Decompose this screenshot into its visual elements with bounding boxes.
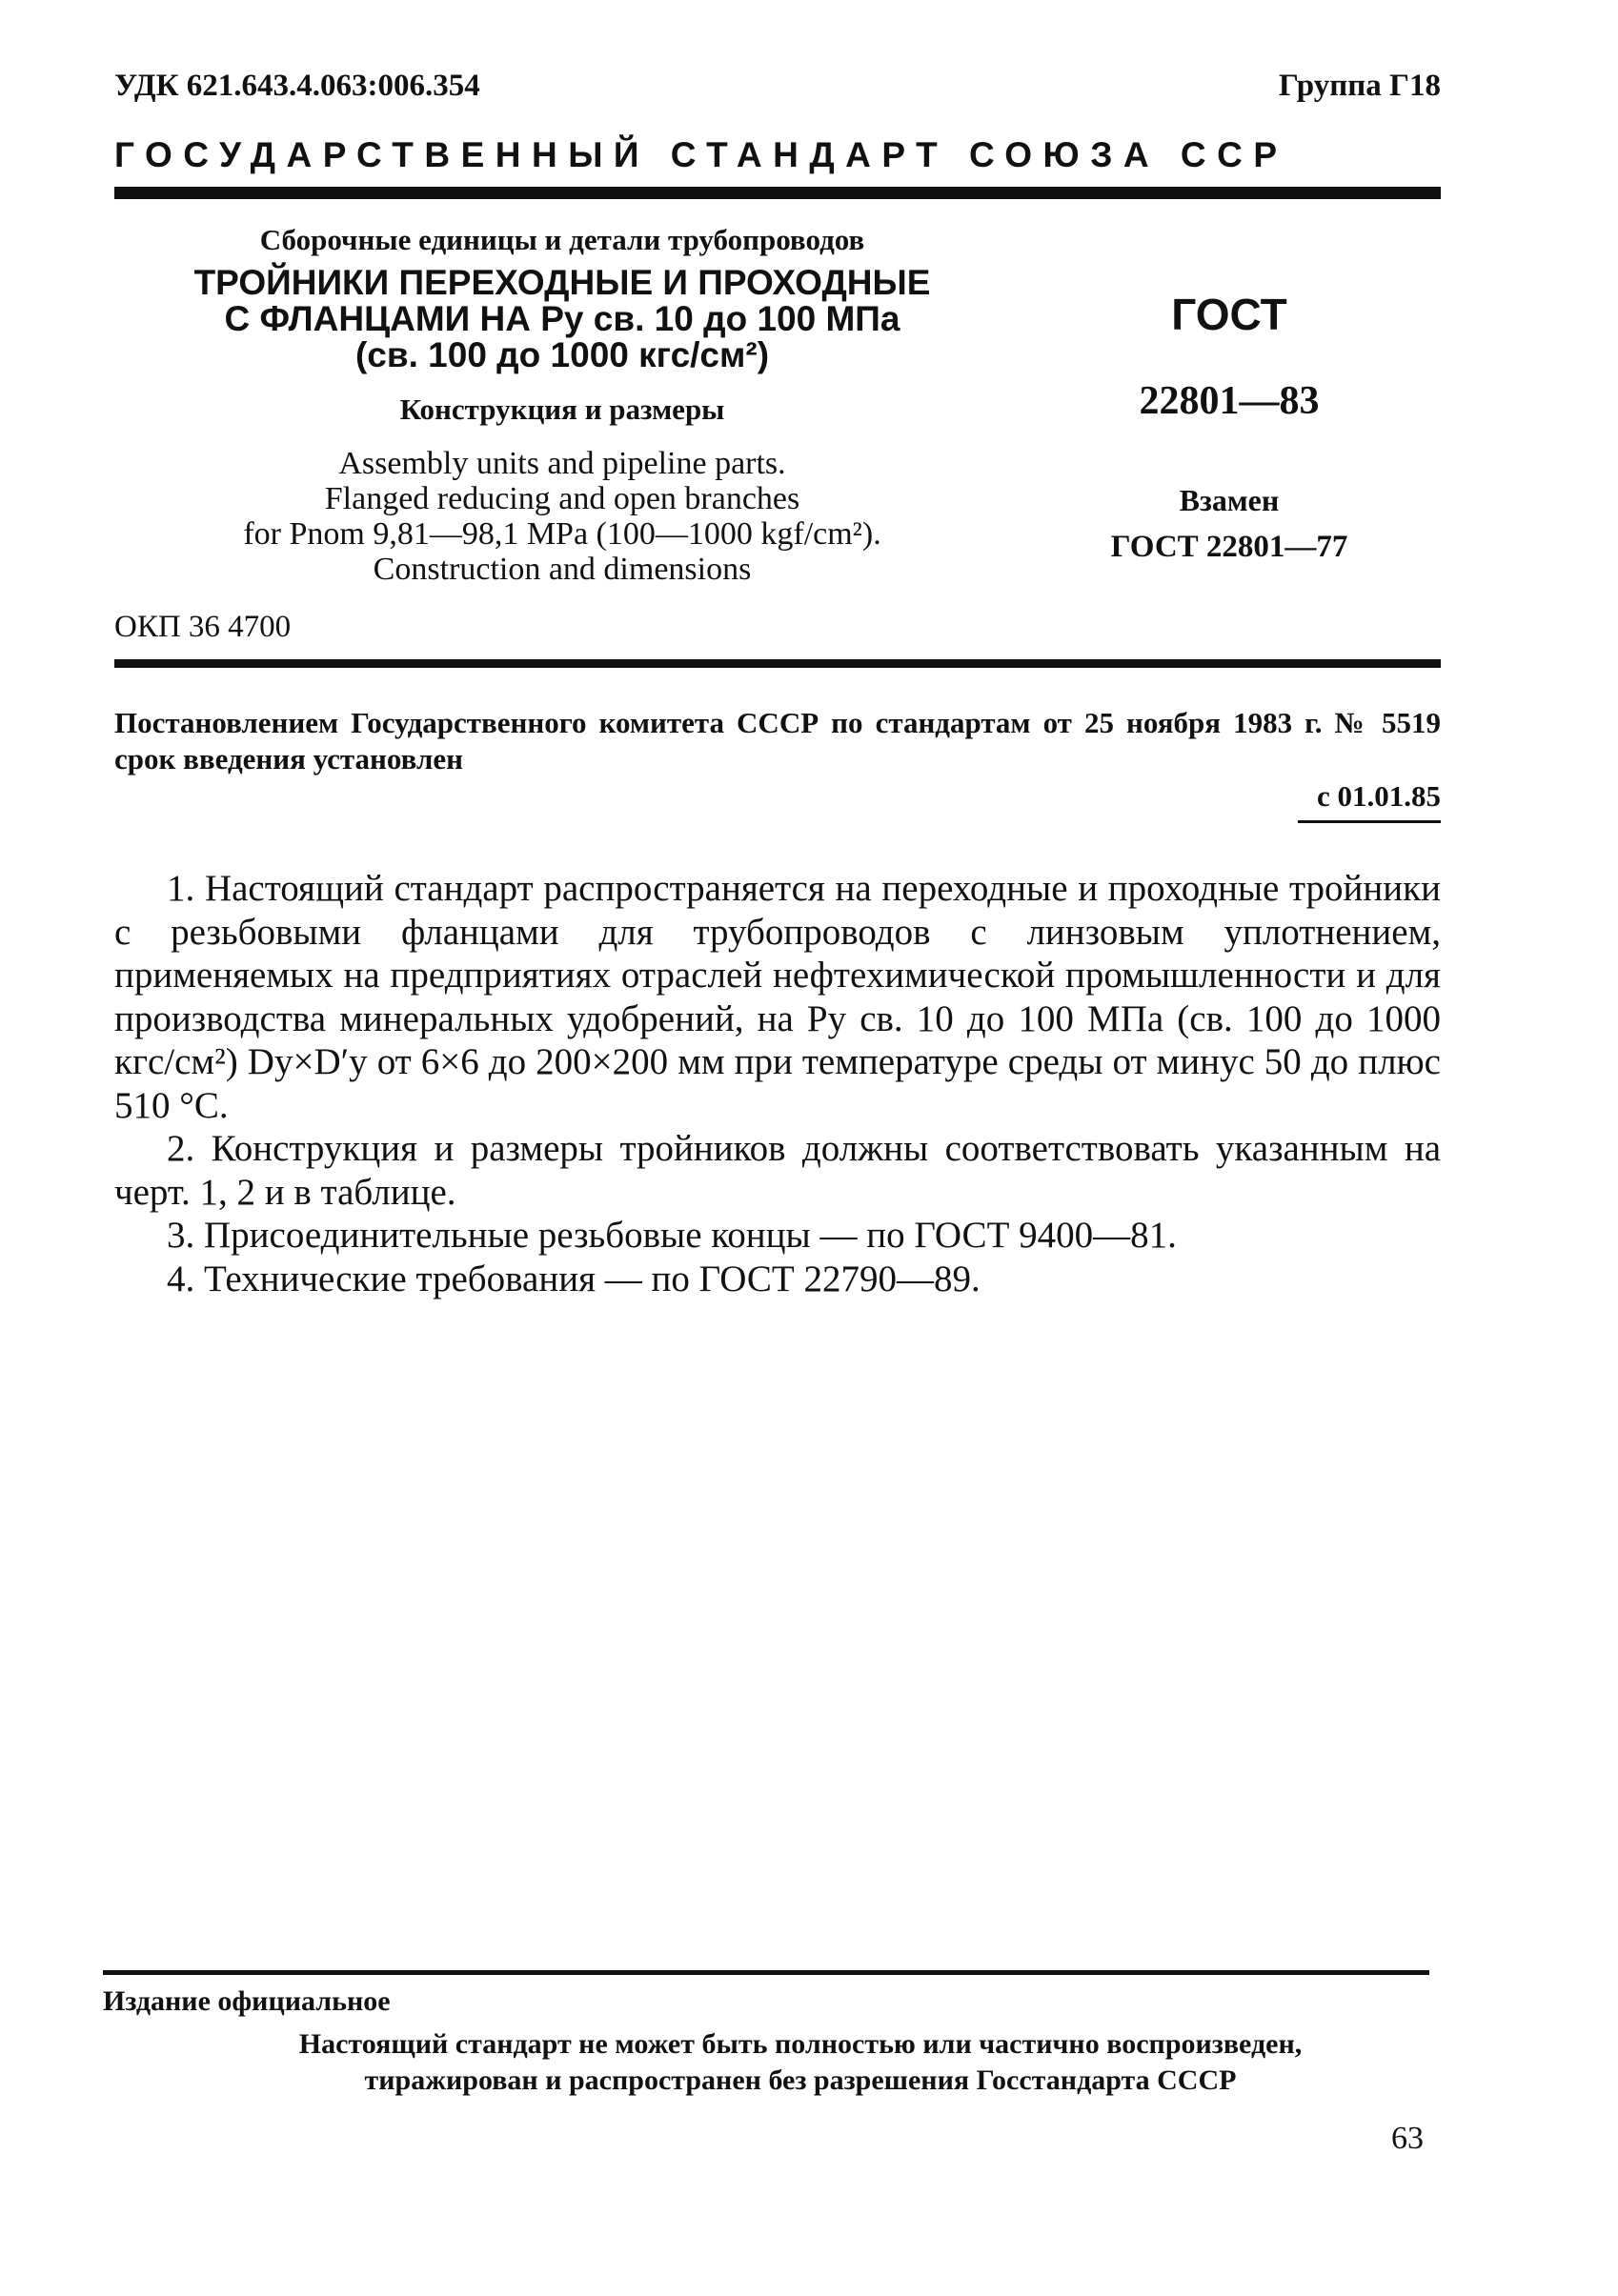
edition-label: Издание официальное xyxy=(103,1985,391,2017)
title-subtitle: Конструкция и размеры xyxy=(399,393,725,426)
copyright-notice xyxy=(143,2026,1458,2099)
udk-code: УДК 621.643.4.063:006.354 xyxy=(114,69,480,103)
page-number: 63 xyxy=(1391,2121,1424,2156)
title-english xyxy=(143,446,981,587)
title-name-line: ТРОЙНИКИ ПЕРЕХОДНЫЕ И ПРОХОДНЫЕ xyxy=(193,263,931,302)
title-english-line: Flanged reducing and open branches xyxy=(324,481,800,516)
effective-date-underline xyxy=(1298,820,1441,823)
title-series: Сборочные единицы и детали трубопроводов xyxy=(259,223,865,256)
title-name-line: (св. 100 до 1000 кгс/см²) xyxy=(354,335,770,374)
footer-rule xyxy=(103,1970,1429,1975)
top-rule xyxy=(114,187,1441,199)
middle-rule xyxy=(114,659,1441,668)
gost-number: 22801—83 xyxy=(1139,379,1320,423)
paragraph: 2. Конструкция и размеры тройников должны соответствовать указанным на черт. 1, 2 и в таблице. xyxy=(114,1128,1441,1213)
state-standard-heading: ГОСУДАРСТВЕННЫЙ СТАНДАРТ СОЮЗА ССР xyxy=(114,135,1288,174)
gost-label: ГОСТ xyxy=(1171,290,1287,339)
notice-line: Настоящий стандарт не может быть полностью или частично воспроизведен, xyxy=(298,2028,1303,2060)
gost-block xyxy=(1077,291,1382,565)
paragraph: 3. Присоединительные резьбовые концы — по ГОСТ 9400—81. xyxy=(167,1215,1177,1256)
title-english-line: Construction and dimensions xyxy=(373,552,752,587)
title-block xyxy=(143,221,981,587)
title-english-line: Assembly units and pipeline parts. xyxy=(338,446,786,481)
notice-line: тиражирован и распространен без разрешения Госстандарта СССР xyxy=(364,2064,1237,2096)
title-english-line: for Pnom 9,81—98,1 MPa (100—1000 kgf/cm²). xyxy=(243,516,881,552)
okp-code: ОКП 36 4700 xyxy=(114,610,292,644)
paragraph: 1. Настоящий стандарт распространяется на переходные и проходные тройники с резьбовыми фланцами для трубопроводов с линзовым уплотнением, применяемых на предприятиях отраслей нефтехимической промышленности и для производства минеральных удобрений, на Pу св. 10 до 100 МПа (св. 100 до 1000 кгс/см²) Dу×D′у от 6×6 до 200×200 мм при температуре среды от минус 50 до плюс 510 °С. xyxy=(114,868,1441,1126)
replaces-document: ГОСТ 22801—77 xyxy=(1110,530,1348,564)
title-name-line: С ФЛАНЦАМИ НА Pу св. 10 до 100 МПа xyxy=(224,299,900,338)
group-code: Группа Г18 xyxy=(1278,69,1441,103)
paragraph: 4. Технические требования — по ГОСТ 22790—89. xyxy=(167,1258,981,1299)
effective-date: с 01.01.85 xyxy=(1316,779,1441,813)
title-name xyxy=(143,265,981,373)
replaces-label: Взамен xyxy=(1179,483,1280,517)
decree-text: Постановлением Государственного комитета СССР по стандартам от 25 ноября 1983 г. № 5519 срок введения установлен xyxy=(114,706,1441,775)
body-text xyxy=(114,867,1441,1300)
